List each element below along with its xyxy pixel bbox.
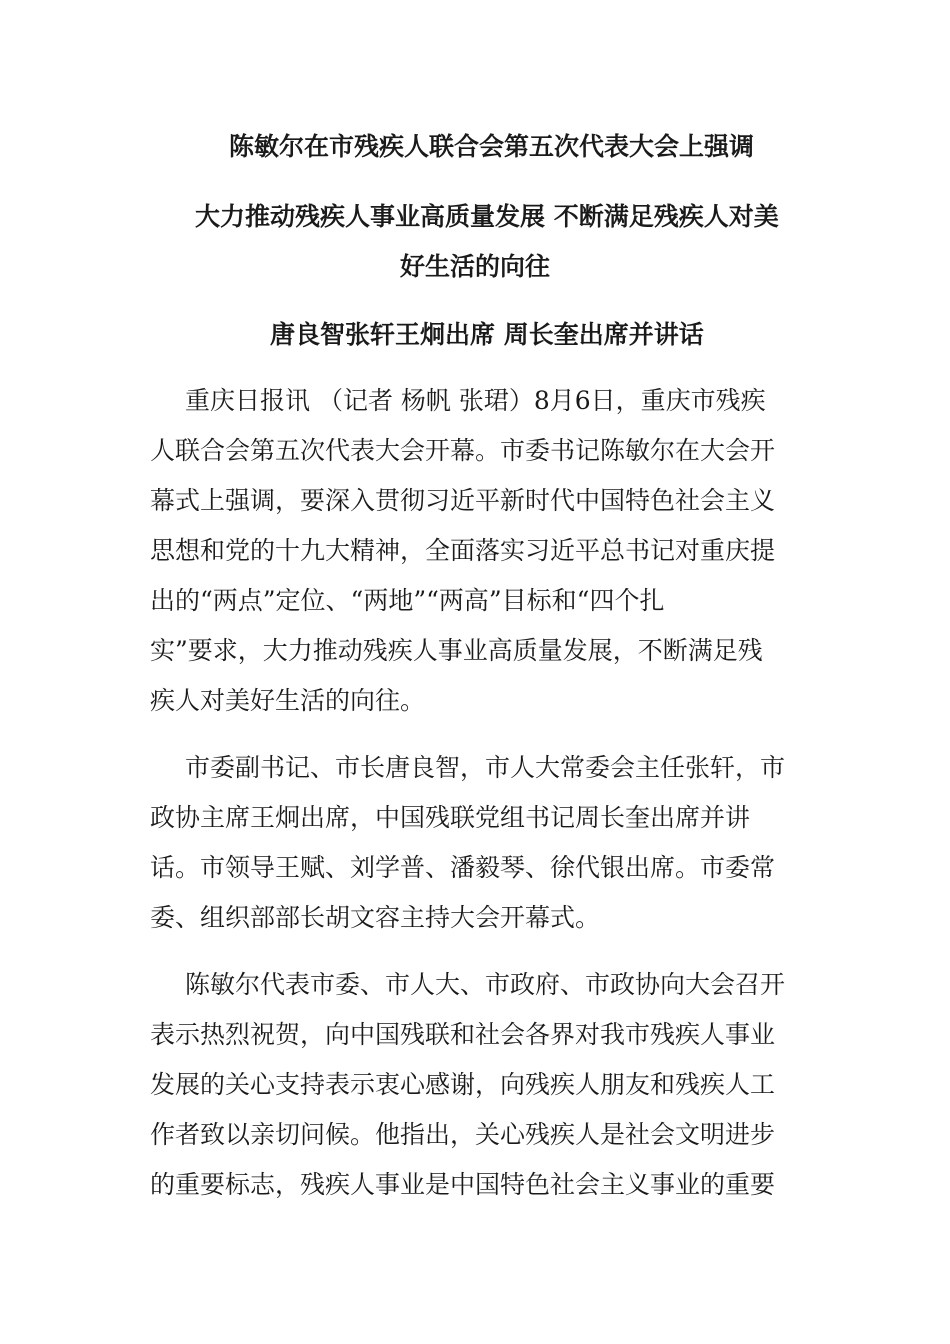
paragraph-line: 市委副书记、市长唐良智，市人大常委会主任张轩，市 xyxy=(185,753,786,782)
paragraph-line: 作者致以亲切问候。他指出，关心残疾人是社会文明进步 xyxy=(150,1120,776,1149)
headline-subtitle-line-1: 大力推动残疾人事业高质量发展 不断满足残疾人对美 xyxy=(195,202,779,231)
paragraph-line: 政协主席王炯出席，中国残联党组书记周长奎出席并讲 xyxy=(150,803,751,832)
paragraph-line: 发展的关心支持表示衷心感谢，向残疾人朋友和残疾人工 xyxy=(150,1070,776,1099)
headline-attendees: 唐良智张轩王炯出席 周长奎出席并讲话 xyxy=(270,320,704,349)
paragraph-line: 表示热烈祝贺，向中国残联和社会各界对我市残疾人事业 xyxy=(150,1020,776,1049)
headline-subtitle-line-2: 好生活的向往 xyxy=(400,252,551,281)
paragraph-line: 疾人对美好生活的向往。 xyxy=(150,686,426,715)
body-paragraph-2 xyxy=(150,743,796,943)
paragraph-line: 的重要标志，残疾人事业是中国特色社会主义事业的重要 xyxy=(150,1170,776,1199)
body-paragraph-3 xyxy=(150,960,796,1210)
paragraph-line: 人联合会第五次代表大会开幕。市委书记陈敏尔在大会开 xyxy=(150,436,776,465)
paragraph-line: 实”要求，大力推动残疾人事业高质量发展，不断满足残 xyxy=(150,636,763,665)
body-paragraph-1 xyxy=(150,376,796,726)
paragraph-line: 话。市领导王赋、刘学普、潘毅琴、徐代银出席。市委常 xyxy=(150,853,776,882)
paragraph-line: 重庆日报讯 （记者 杨帆 张珺）8月6日，重庆市残疾 xyxy=(185,386,766,415)
paragraph-line: 陈敏尔代表市委、市人大、市政府、市政协向大会召开 xyxy=(185,970,786,999)
headline-title: 陈敏尔在市残疾人联合会第五次代表大会上强调 xyxy=(229,132,755,161)
paragraph-line: 委、组织部部长胡文容主持大会开幕式。 xyxy=(150,903,601,932)
paragraph-line: 幕式上强调，要深入贯彻习近平新时代中国特色社会主义 xyxy=(150,486,776,515)
paragraph-line: 出的“两点”定位、“两地”“两高”目标和“四个扎 xyxy=(150,586,665,615)
paragraph-line: 思想和党的十九大精神，全面落实习近平总书记对重庆提 xyxy=(150,536,776,565)
